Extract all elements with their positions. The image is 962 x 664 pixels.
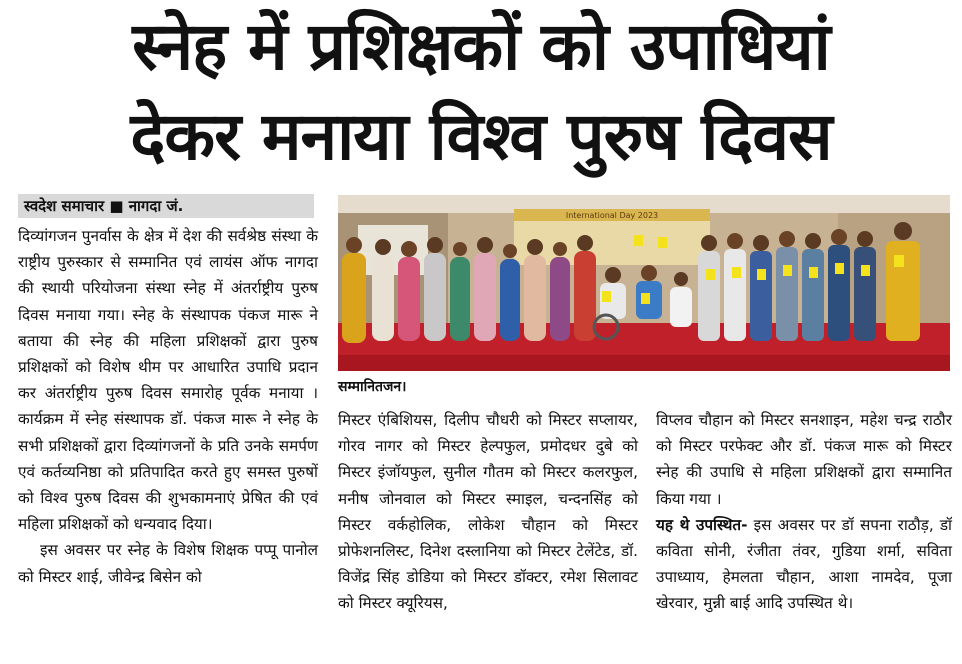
attendees-text: इस अवसर पर डॉ सपना राठौड़, डॉ कविता सोनी, रंजीता तंवर, गुडिया शर्मा, सविता उपाध्याय, हेमलता चौहान, आशा नामदेव, पूजा खेरवार, मुन्नी बाई आदि उपस्थित थे। xyxy=(656,515,952,613)
dateline: स्वदेश समाचार ■ नागदा जं. xyxy=(18,194,314,218)
photo-caption: सम्मानितजन। xyxy=(338,379,407,395)
article-column-3 xyxy=(656,407,952,617)
article-paragraph: विप्लव चौहान को मिस्टर सनशाइन, महेश चन्द्र राठौर को मिस्टर परफेक्ट और डॉ. पंकज मारू को मिस्टर स्नेह की उपाधि से महिला प्रशिक्षकों द्वारा सम्मानित किया गया । xyxy=(656,411,952,508)
article-paragraph xyxy=(656,512,952,617)
banner-text: International Day 2023 xyxy=(565,211,659,220)
article-paragraph: इस अवसर पर स्नेह के विशेष शिक्षक पप्पू पानोल को मिस्टर शाई, जीवेन्द्र बिसेन को xyxy=(18,541,318,586)
article-column-2 xyxy=(338,407,638,617)
headline-line-1: स्नेह में प्रशिक्षकों को उपाधियां xyxy=(132,8,830,85)
headline-line-2: देकर मनाया विश्व पुरुष दिवस xyxy=(130,98,832,175)
article-paragraph: मिस्टर एंबिशियस, दिलीप चौधरी को मिस्टर सप्लायर, गोरव नागर को मिस्टर हेल्पफुल, प्रमोदधर दुबे को मिस्टर इंजॉयफुल, सुनील गौतम को मिस्टर कलरफुल, मनीष जोनवाल को मिस्टर स्माइल, चन्दनसिंह को मिस्टर वर्कहोलिक, लोकेश चौहान को मिस्टर प्रोफेशनलिस्ट, दिनेश दस्लानिया को मिस्टर टेलेंटेड, डॉ. विजेंद्र सिंह डोडिया को मिस्टर डॉक्टर, रमेश सिलावट को मिस्टर क्यूरियस, xyxy=(338,411,638,613)
article-paragraph: दिव्यांगजन पुनर्वास के क्षेत्र में देश की सर्वश्रेष्ठ संस्था के राष्ट्रीय पुरुस्कार से सम्मानित एवं लायंस ऑफ नागदा की स्थायी परियोजना संस्था स्नेह में अंतर्राष्ट्रीय पुरुष दिवस मनाया गया। स्नेह के संस्थापक पंकज मारू ने बताया की स्नेह की महिला प्रशिक्षकों द्वारा पुरुष प्रशिक्षकों को विशेष थीम पर आधारित उपाधि प्रदान कर अंतर्राष्ट्रीय पुरुष दिवस समारोह पूर्वक मनाया । कार्यक्रम में स्नेह संस्थापक डॉ. पंकज मारू ने स्नेह के सभी प्रशिक्षकों द्वारा दिव्यांगजनों के प्रति उनके समर्पण एवं कर्तव्यनिष्ठा को प्रतिपादित करते हुए समस्त पुरुषों को विश्व पुरुष दिवस की शुभकामनाएं प्रेषित की एवं महिला प्रशिक्षकों को धन्यवाद दिया। xyxy=(18,227,318,534)
event-photo-illustration xyxy=(338,195,950,371)
event-photo xyxy=(338,195,950,371)
attendees-lead: यह थे उपस्थित- xyxy=(656,515,748,534)
article-column-1 xyxy=(18,223,318,590)
